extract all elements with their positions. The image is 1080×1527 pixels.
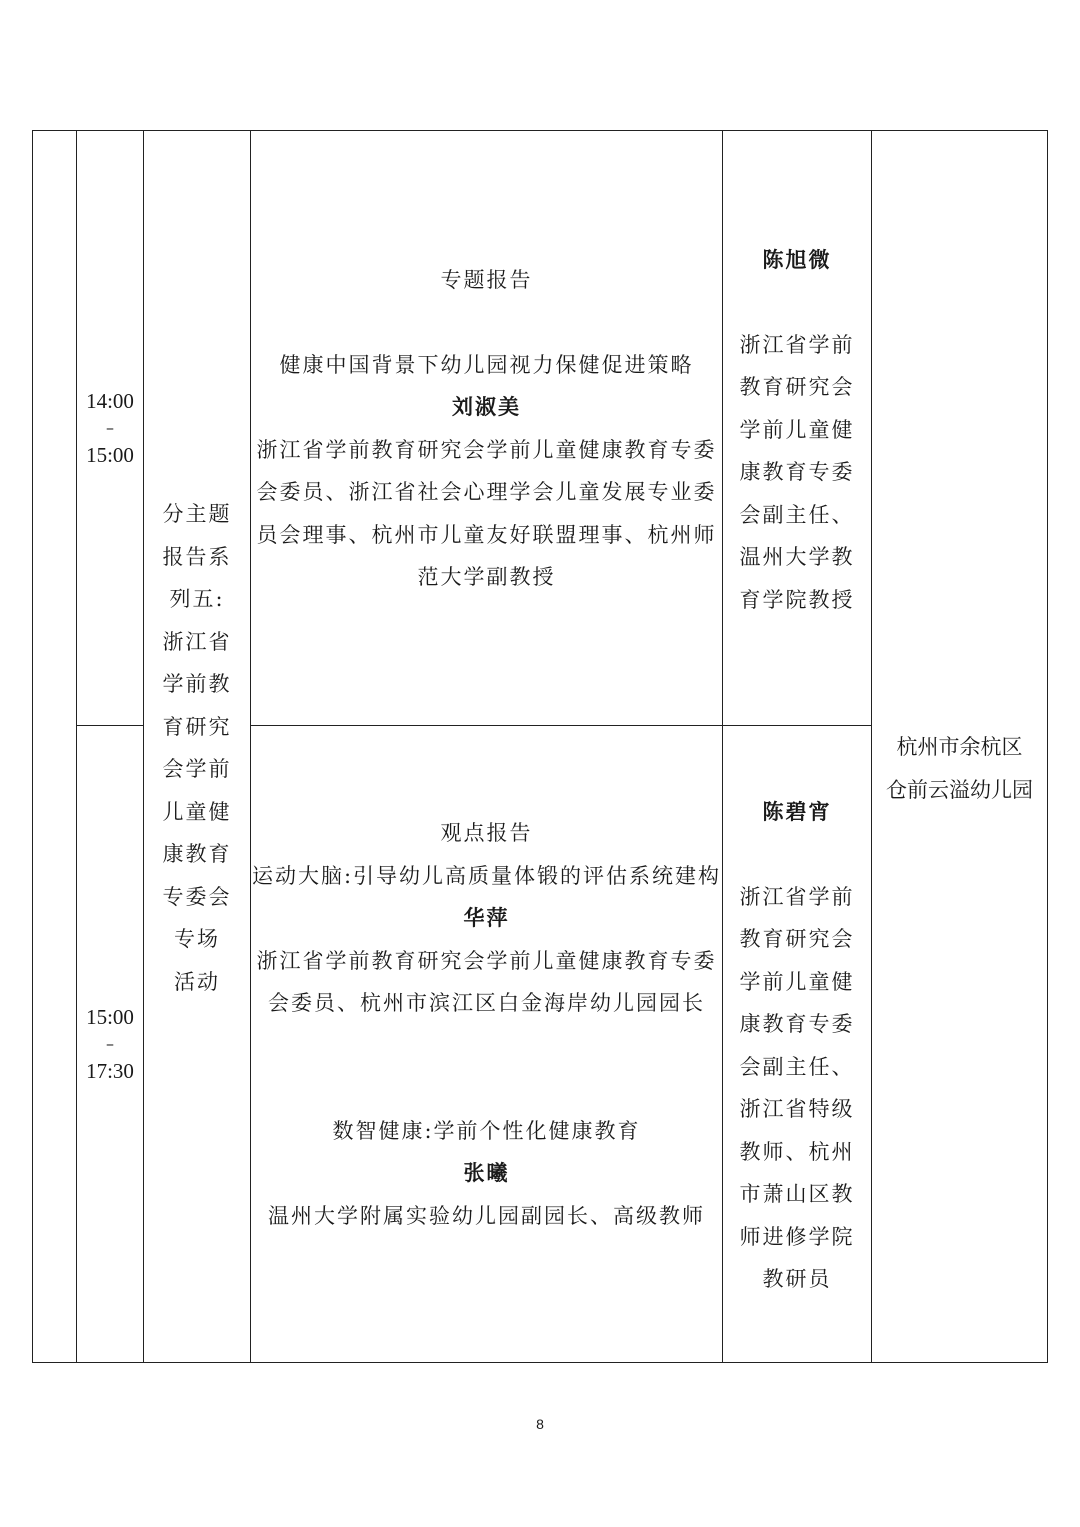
host-title-line: 康教育专委 bbox=[739, 1012, 855, 1036]
host-name: 陈旭微 bbox=[762, 247, 832, 272]
speaker-name: 华萍 bbox=[463, 905, 510, 930]
col-border bbox=[1047, 130, 1048, 1363]
venue-cell bbox=[872, 726, 1047, 811]
host-title-line: 学前儿童健 bbox=[739, 417, 855, 442]
speaker-name: 张曦 bbox=[463, 1160, 510, 1185]
time-separator: – bbox=[106, 418, 114, 437]
report-type: 观点报告 bbox=[440, 821, 533, 845]
theme-cell bbox=[144, 493, 250, 1003]
time-end: 15:00 bbox=[86, 443, 134, 467]
host-name: 陈碧宵 bbox=[762, 799, 832, 824]
host-title-line: 浙江省学前 bbox=[739, 884, 855, 909]
host-cell-session1 bbox=[723, 239, 871, 621]
time-separator: – bbox=[106, 1034, 114, 1053]
theme-line: 学前教 bbox=[162, 672, 232, 696]
speaker-bio-line: 员会理事、杭州市儿童友好联盟理事、杭州师 bbox=[256, 522, 717, 547]
speaker-bio-line: 浙江省学前教育研究会学前儿童健康教育专委 bbox=[256, 437, 717, 462]
content-cell-session2 bbox=[251, 812, 722, 1237]
content-cell-session1 bbox=[251, 259, 722, 599]
host-title-line: 会副主任、 bbox=[739, 1054, 855, 1079]
theme-line: 专场 bbox=[174, 927, 220, 951]
table-bottom-border bbox=[32, 1362, 1048, 1363]
table-top-border bbox=[32, 130, 1048, 131]
session-divider bbox=[76, 725, 144, 726]
host-title-line: 浙江省特级 bbox=[739, 1097, 855, 1121]
time-end: 17:30 bbox=[86, 1059, 134, 1083]
speaker-bio-line: 范大学副教授 bbox=[417, 565, 556, 589]
speaker-bio-line: 浙江省学前教育研究会学前儿童健康教育专委 bbox=[256, 948, 717, 973]
host-title-line: 育学院教授 bbox=[739, 587, 855, 612]
report-type: 专题报告 bbox=[440, 268, 533, 292]
speaker-bio-line: 会委员、浙江省社会心理学会儿童发展专业委 bbox=[256, 480, 717, 504]
talk-title: 健康中国背景下幼儿园视力保健促进策略 bbox=[279, 352, 694, 377]
speaker-bio-line: 会委员、杭州市滨江区白金海岸幼儿园园长 bbox=[268, 991, 705, 1015]
time-start: 14:00 bbox=[86, 389, 134, 413]
host-title-line: 会副主任、 bbox=[739, 502, 855, 527]
time-cell-session2 bbox=[77, 1003, 143, 1085]
theme-line: 育研究 bbox=[162, 714, 232, 739]
host-title-line: 市萧山区教 bbox=[739, 1182, 855, 1206]
speaker-bio-line: 温州大学附属实验幼儿园副园长、高级教师 bbox=[268, 1203, 705, 1228]
theme-line: 报告系 bbox=[162, 544, 232, 569]
theme-line: 活动 bbox=[174, 969, 220, 994]
host-title-line: 浙江省学前 bbox=[739, 332, 855, 357]
talk-title: 运动大脑:引导幼儿高质量体锻的评估系统建构 bbox=[251, 863, 722, 888]
host-title-line: 教研员 bbox=[762, 1267, 832, 1291]
host-title-line: 教育研究会 bbox=[739, 375, 855, 399]
theme-line: 儿童健 bbox=[162, 799, 232, 824]
host-cell-session2 bbox=[723, 791, 871, 1301]
host-title-line: 温州大学教 bbox=[739, 545, 855, 569]
host-title-line: 师进修学院 bbox=[739, 1224, 855, 1249]
time-start: 15:00 bbox=[86, 1005, 134, 1029]
theme-line: 康教育 bbox=[162, 842, 232, 866]
venue-line: 仓前云溢幼儿园 bbox=[886, 777, 1033, 802]
host-title-line: 教育研究会 bbox=[739, 927, 855, 951]
theme-line: 列五: bbox=[169, 587, 225, 611]
theme-line: 会学前 bbox=[162, 757, 232, 781]
theme-line: 分主题 bbox=[162, 502, 232, 526]
col-border bbox=[32, 130, 33, 1363]
host-title-line: 学前儿童健 bbox=[739, 969, 855, 994]
host-title-line: 教师、杭州 bbox=[739, 1139, 855, 1164]
venue-line: 杭州市余杭区 bbox=[896, 735, 1023, 759]
theme-line: 浙江省 bbox=[162, 629, 232, 654]
speaker-name: 刘淑美 bbox=[452, 394, 521, 419]
session-divider bbox=[250, 725, 872, 726]
talk-title: 数智健康:学前个性化健康教育 bbox=[332, 1118, 641, 1143]
time-cell-session1 bbox=[77, 387, 143, 469]
col-border bbox=[76, 130, 77, 1363]
theme-line: 专委会 bbox=[162, 884, 232, 909]
page-number: 8 bbox=[536, 1416, 544, 1432]
host-title-line: 康教育专委 bbox=[739, 460, 855, 484]
